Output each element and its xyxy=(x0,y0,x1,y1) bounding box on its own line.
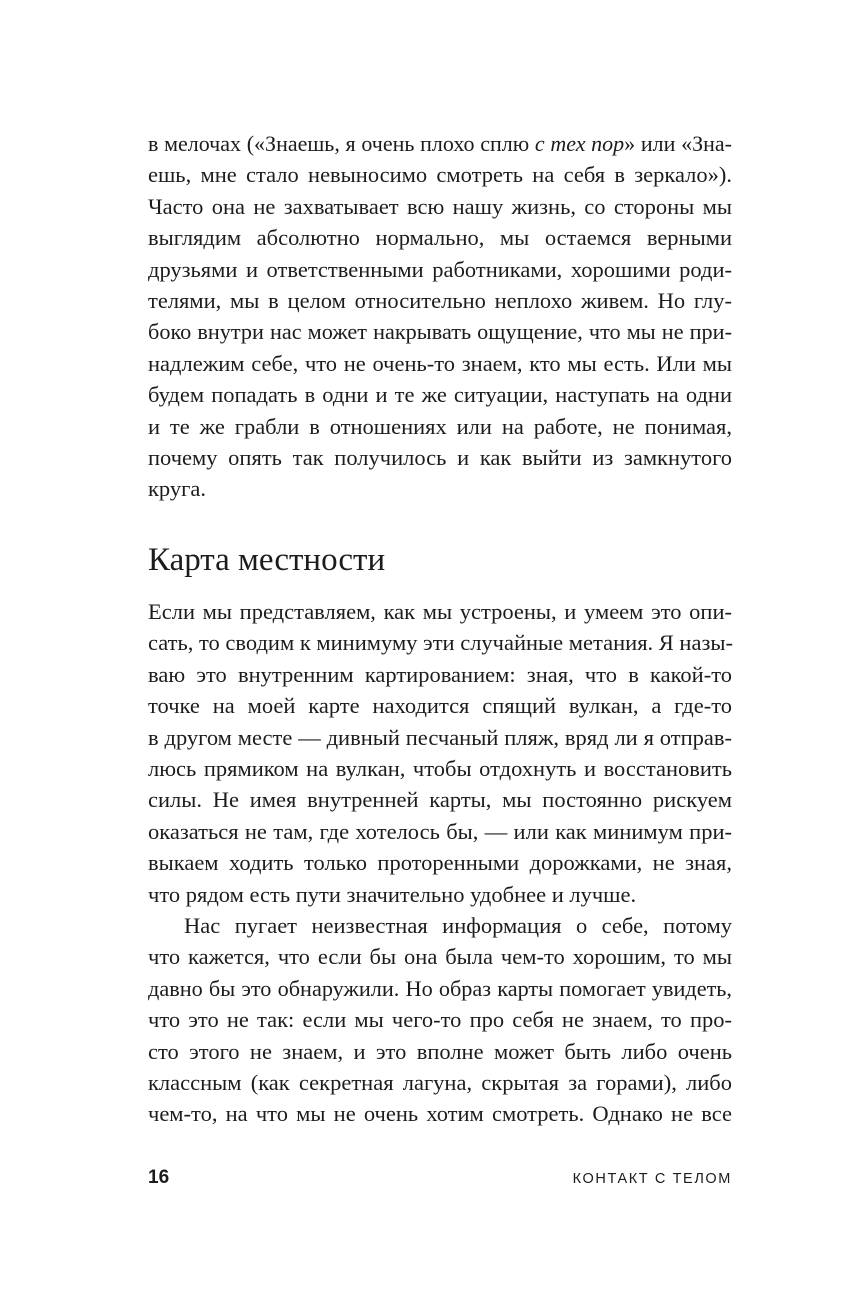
body-text-line: давно бы это обнаружили. Но образ карты помогает увидеть, xyxy=(148,975,732,1001)
body-text-line: боко внутри нас может накрывать ощущение, что мы не при- xyxy=(148,319,732,345)
body-text-line: что это не так: если мы чего-то про себя не знаем, то про- xyxy=(148,1007,732,1033)
body-text-line: оказаться не там, где хотелось бы, — или как минимум при- xyxy=(148,818,732,844)
body-text-line: Часто она не захватывает всю нашу жизнь, со стороны мы xyxy=(148,193,732,219)
body-text-line: люсь прямиком на вулкан, чтобы отдохнуть и восстановить xyxy=(148,756,732,781)
body-text-line: будем попадать в одни и те же ситуации, наступать на одни xyxy=(148,382,732,408)
body-text-line: телями, мы в целом относительно неплохо живем. Но глу- xyxy=(148,288,732,313)
text-span: » или «Зна- xyxy=(624,131,732,156)
body-text-line: Если мы представляем, как мы устроены, и умеем это опи- xyxy=(148,599,732,624)
italic-text-span: с тех пор xyxy=(534,131,625,156)
body-text-line: чем-то, на что мы не очень хотим смотреть. Однако не все xyxy=(148,1101,732,1127)
body-text-line: выкаем ходить только проторенными дорожками, не зная, xyxy=(148,850,732,876)
section-heading: Карта местности xyxy=(148,542,386,578)
body-text-line: в другом месте — дивный песчаный пляж, вряд ли я отправ- xyxy=(148,724,732,750)
body-text-line: почему опять так получилось и как выйти из замкнутого xyxy=(148,445,732,470)
running-title: КОНТАКТ С ТЕЛОМ xyxy=(572,1171,732,1187)
body-text-line: надлежим себе, что не очень-то знаем, кто мы есть. Или мы xyxy=(148,350,732,376)
body-text-line: ваю это внутренним картированием: зная, что в какой-то xyxy=(148,661,732,687)
body-text-line: сать, то сводим к минимуму эти случайные метания. Я назы- xyxy=(148,630,733,656)
body-text-line: классным (как секретная лагуна, скрытая за горами), либо xyxy=(148,1070,732,1095)
body-text-line: выглядим абсолютно нормально, мы остаемся верными xyxy=(148,225,732,251)
body-text-line: точке на моей карте находится спящий вулкан, а где-то xyxy=(148,693,732,719)
page-number: 16 xyxy=(148,1167,170,1188)
body-text-line: силы. Не имея внутренней карты, мы постоянно рискуем xyxy=(148,787,732,813)
body-text-line: круга. xyxy=(148,476,206,502)
body-text-line: ешь, мне стало невыносимо смотреть на себя в зеркало»). xyxy=(148,162,732,188)
body-text-line: друзьями и ответственными работниками, хорошими роди- xyxy=(148,256,732,282)
body-text-line: что кажется, что если бы она была чем-то хорошим, то мы xyxy=(148,944,732,970)
body-text-line: и те же грабли в отношениях или на работе, не понимая, xyxy=(148,413,732,439)
body-text-line: сто этого не знаем, и это вполне может быть либо очень xyxy=(148,1038,732,1064)
body-text-line: Нас пугает неизвестная информация о себе, потому xyxy=(184,913,732,938)
text-span: в мелочах («Знаешь, я очень плохо сплю xyxy=(148,131,535,156)
body-text-line: что рядом есть пути значительно удобнее и лучше. xyxy=(148,881,637,907)
body-text-line xyxy=(148,128,732,159)
